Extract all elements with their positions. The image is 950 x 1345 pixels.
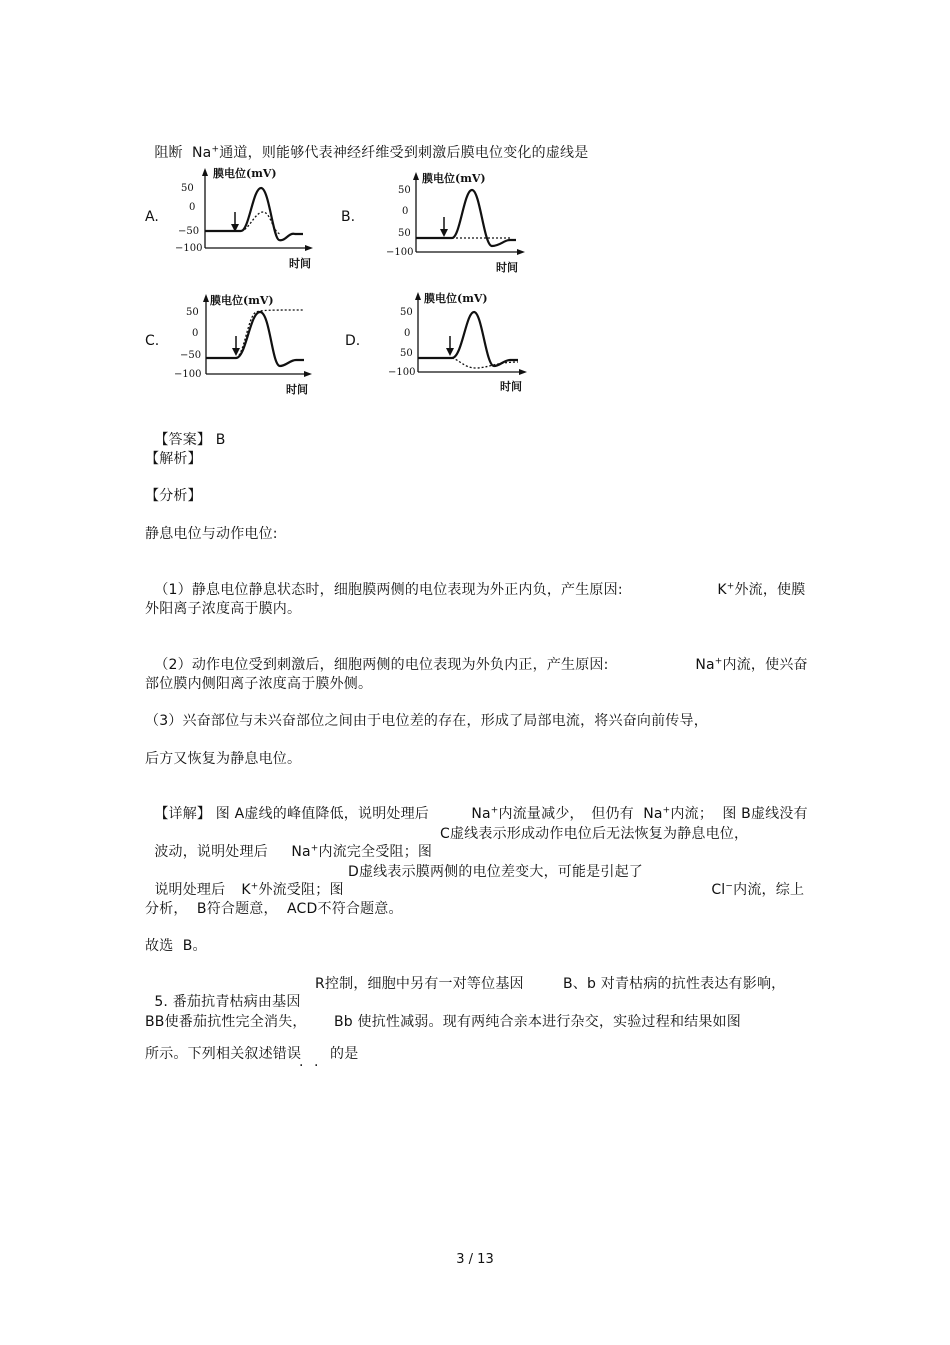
detail-line-3-b xyxy=(232,863,344,899)
x-axis-label: 时间 xyxy=(500,380,522,393)
detail-line-3 xyxy=(145,863,225,899)
tick-label: 50 xyxy=(398,185,411,196)
detail-line-5: 故选 B。 xyxy=(145,938,207,954)
detail-line-3-d xyxy=(702,863,804,899)
option-d-label[interactable]: D. xyxy=(345,333,361,349)
answer-value: B xyxy=(215,432,226,448)
text-run: （1）静息电位静息状态时，细胞膜两侧的电位表现为外正内负，产生原因: xyxy=(154,582,623,598)
tick-label: −100 xyxy=(175,243,203,254)
tick-label: −100 xyxy=(386,247,414,258)
point-3-line-1: （3）兴奋部位与未兴奋部位之间由于电位差的存在，形成了局部电流，将兴奋向前传导， xyxy=(145,713,708,729)
tick-label: 0 xyxy=(189,202,196,213)
text-run: 外流受阻；图 xyxy=(258,882,344,898)
detail-line-1 xyxy=(145,787,429,823)
emphasis-dot: . xyxy=(314,1054,319,1070)
point-2-line-1 xyxy=(145,638,609,674)
x-axis-label: 时间 xyxy=(286,383,308,396)
option-b-label[interactable]: B. xyxy=(341,209,356,225)
topic-line: 静息电位与动作电位: xyxy=(145,526,278,542)
text-run: 5. 番茄抗青枯病由基因 xyxy=(154,994,301,1010)
y-axis-label: 膜电位(mV) xyxy=(210,294,274,307)
tick-label: −50 xyxy=(180,350,202,361)
superscript: + xyxy=(250,881,259,892)
fenxi-heading: 【分析】 xyxy=(145,488,202,504)
detail-line-1-c xyxy=(582,787,808,823)
q5-line-1-b: R控制，细胞中另有一对等位基因 xyxy=(315,976,524,992)
tick-label: 0 xyxy=(192,328,199,339)
option-a-chart xyxy=(175,166,315,275)
text-run: 波动，说明处理后 xyxy=(154,844,268,860)
text-run: 内流，综上 xyxy=(733,882,805,898)
detail-line-2 xyxy=(145,825,268,861)
membrane-potential-graph-a xyxy=(175,166,315,271)
ion-symbol: Na xyxy=(695,657,715,673)
ion-symbol: Na xyxy=(471,806,491,822)
option-c-label[interactable]: C. xyxy=(145,333,160,349)
membrane-potential-graph-b xyxy=(382,170,527,275)
question-intro xyxy=(145,126,588,162)
q5-line-1-c: B、b 对青枯病的抗性表达有影响， xyxy=(563,976,786,992)
option-a-label[interactable]: A. xyxy=(145,209,159,225)
option-c-chart xyxy=(174,290,314,399)
analysis-heading: 【解析】 xyxy=(145,451,202,467)
superscript: + xyxy=(662,805,671,816)
ion-symbol: K xyxy=(717,582,727,598)
detail-line-4: 分析， B符合题意， ACD不符合题意。 xyxy=(145,901,403,917)
detail-line-1-b xyxy=(462,787,584,823)
point-3-line-2: 后方又恢复为静息电位。 xyxy=(145,751,302,767)
text-run: 内流，使兴奋 xyxy=(722,657,808,673)
superscript: + xyxy=(490,805,499,816)
text-run: 说明处理后 xyxy=(154,882,226,898)
y-axis-label: 膜电位(mV) xyxy=(424,292,488,305)
point-2-line-2: 部位膜内侧阳离子浓度高于膜外侧。 xyxy=(145,676,373,692)
tick-label: 50 xyxy=(181,183,194,194)
text-run: （2）动作电位受到刺激后，细胞两侧的电位表现为外负内正，产生原因: xyxy=(154,657,609,673)
tick-label: 50 xyxy=(398,228,411,239)
page-number: 3 / 13 xyxy=(456,1252,494,1267)
tick-label: −100 xyxy=(174,369,202,380)
point-1-line-1 xyxy=(145,563,623,599)
q5-line-3: 所示。下列相关叙述错误 xyxy=(145,1046,302,1062)
superscript: + xyxy=(310,843,319,854)
membrane-potential-graph-d xyxy=(386,290,531,395)
q5-line-3-b: 的是 xyxy=(330,1046,359,1062)
detail-line-3-c: D虚线表示膜两侧的电位差变大，可能是引起了 xyxy=(348,864,643,880)
superscript: − xyxy=(725,881,734,892)
text-run: 但仍有 Na xyxy=(591,806,663,822)
ion-symbol: K xyxy=(241,882,251,898)
intro-text: 阻断 Na xyxy=(154,145,212,161)
y-axis-label: 膜电位(mV) xyxy=(422,172,486,185)
answer-line xyxy=(145,413,226,449)
tick-label: −100 xyxy=(388,367,416,378)
emphasis-dot: . xyxy=(299,1054,304,1070)
tick-label: 0 xyxy=(402,206,409,217)
text-run: 内流； 图 B虚线没有 xyxy=(670,806,808,822)
text-run: 内流量减少， xyxy=(498,806,584,822)
point-1-line-2: 外阳离子浓度高于膜内。 xyxy=(145,601,302,617)
answer-tag: 【答案】 xyxy=(154,432,212,448)
q5-line-1 xyxy=(145,975,301,1011)
text-run: 外流，使膜 xyxy=(734,582,806,598)
detail-line-2-b xyxy=(282,825,432,861)
q5-line-2: BB使番茄抗性完全消失， xyxy=(145,1014,307,1030)
ion-symbol: Cl xyxy=(711,882,726,898)
membrane-potential-graph-c xyxy=(174,290,314,395)
option-b-chart xyxy=(382,170,527,279)
option-d-chart xyxy=(386,290,531,399)
x-axis-label: 时间 xyxy=(496,261,518,274)
tick-label: 50 xyxy=(400,348,413,359)
x-axis-label: 时间 xyxy=(289,257,311,270)
text-run: 【详解】 图 A虚线的峰值降低，说明处理后 xyxy=(154,806,429,822)
tick-label: 50 xyxy=(186,307,199,318)
point-1-ion xyxy=(708,563,805,599)
tick-label: 50 xyxy=(400,307,413,318)
ion-symbol: Na xyxy=(291,844,311,860)
detail-line-2-c: C虚线表示形成动作电位后无法恢复为静息电位， xyxy=(440,826,749,842)
point-2-ion xyxy=(686,638,808,674)
intro-text: 通道，则能够代表神经纤维受到刺激后膜电位变化的虚线是 xyxy=(219,145,589,161)
tick-label: −50 xyxy=(178,226,200,237)
y-axis-label: 膜电位(mV) xyxy=(213,167,277,180)
tick-label: 0 xyxy=(404,328,411,339)
text-run: 内流完全受阻；图 xyxy=(318,844,433,860)
superscript: + xyxy=(726,581,735,592)
superscript: + xyxy=(714,656,723,667)
q5-line-2-b: Bb 使抗性减弱。现有两纯合亲本进行杂交，实验过程和结果如图 xyxy=(334,1014,741,1030)
superscript: + xyxy=(211,144,220,155)
